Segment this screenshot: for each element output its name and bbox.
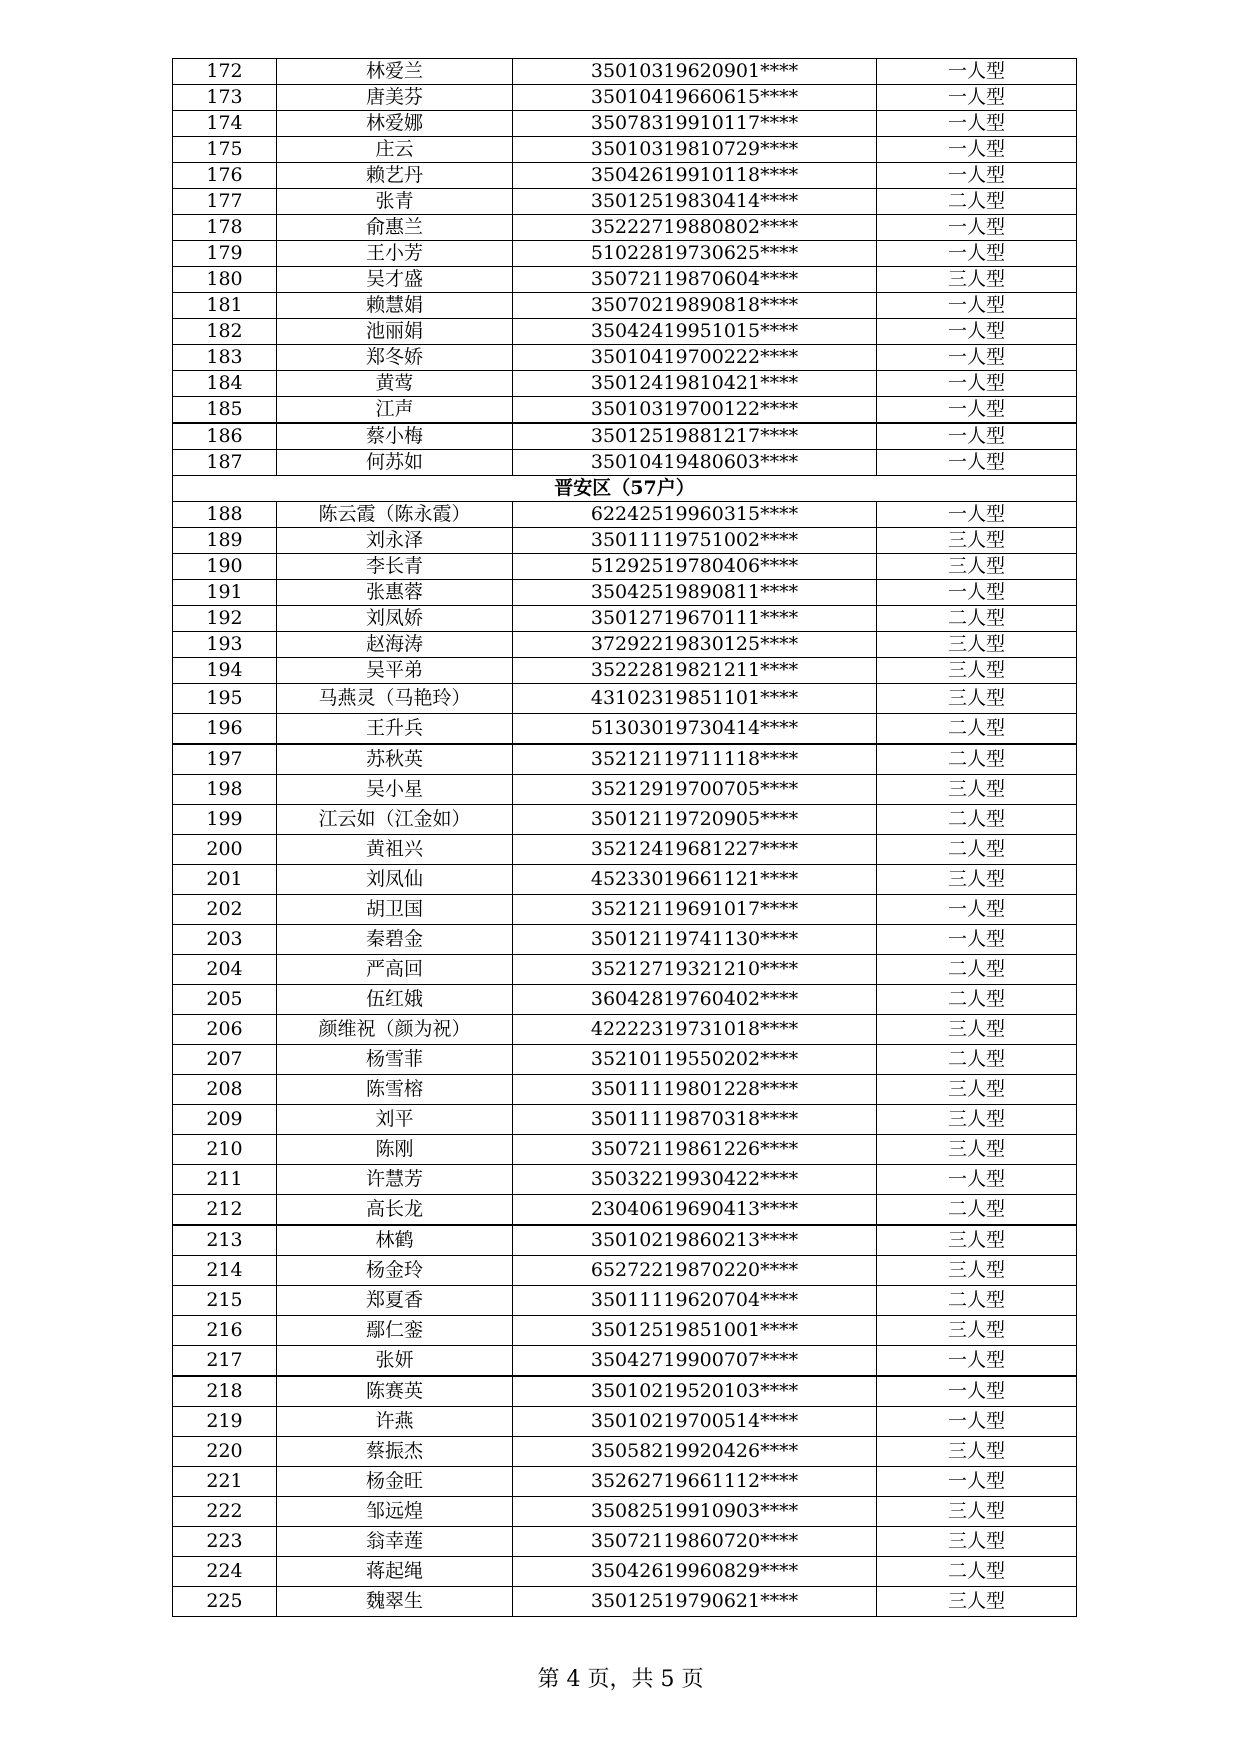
row-number: 199 [173,805,277,835]
table-row [173,1497,1077,1527]
table-row [173,606,1077,632]
table-row [173,85,1077,111]
row-number: 188 [173,502,277,528]
table-row [173,1437,1077,1467]
table-row [173,189,1077,215]
row-number: 175 [173,137,277,163]
household-name: 许燕 [277,1407,513,1437]
household-name: 池丽娟 [277,319,513,345]
id-number: 45233019661121**** [513,865,877,895]
id-number: 35011119620704**** [513,1286,877,1316]
household-type: 二人型 [877,835,1077,865]
id-number: 35012419810421**** [513,371,877,397]
household-type: 一人型 [877,371,1077,397]
household-type: 一人型 [877,925,1077,955]
id-number: 35032219930422**** [513,1165,877,1195]
table-row [173,775,1077,805]
household-name: 刘平 [277,1105,513,1135]
table-row [173,345,1077,371]
household-type: 二人型 [877,606,1077,632]
household-type: 三人型 [877,1015,1077,1045]
household-type: 一人型 [877,85,1077,111]
id-number: 62242519960315**** [513,502,877,528]
household-name: 赖艺丹 [277,163,513,189]
household-type: 三人型 [877,1497,1077,1527]
id-number: 35210119550202**** [513,1045,877,1075]
table-row [173,267,1077,293]
row-number: 198 [173,775,277,805]
id-number: 35212719321210**** [513,955,877,985]
row-number: 196 [173,714,277,745]
household-name: 马燕灵（马艳玲） [277,684,513,714]
id-number: 35072119860720**** [513,1527,877,1557]
table-row [173,865,1077,895]
id-number: 35011119870318**** [513,1105,877,1135]
table-row [173,955,1077,985]
household-name: 吴小星 [277,775,513,805]
row-number: 172 [173,59,277,85]
row-number: 209 [173,1105,277,1135]
row-number: 217 [173,1346,277,1377]
household-type: 三人型 [877,1135,1077,1165]
section-header-row [173,476,1077,502]
id-number: 35262719661112**** [513,1467,877,1497]
row-number: 211 [173,1165,277,1195]
household-name: 吴平弟 [277,658,513,684]
household-type: 三人型 [877,1437,1077,1467]
household-type: 二人型 [877,985,1077,1015]
row-number: 200 [173,835,277,865]
row-number: 216 [173,1316,277,1346]
id-number: 35012519790621**** [513,1587,877,1617]
household-name: 许慧芳 [277,1165,513,1195]
household-name: 陈云霞（陈永霞） [277,502,513,528]
id-number: 35012119741130**** [513,925,877,955]
table-row [173,1225,1077,1256]
household-type: 二人型 [877,805,1077,835]
table-row [173,215,1077,241]
row-number: 192 [173,606,277,632]
household-name: 吴才盛 [277,267,513,293]
id-number: 35010219860213**** [513,1225,877,1256]
row-number: 208 [173,1075,277,1105]
household-name: 鄢仁銮 [277,1316,513,1346]
household-name: 庄云 [277,137,513,163]
household-type: 二人型 [877,1286,1077,1316]
household-name: 刘永泽 [277,528,513,554]
household-name: 陈刚 [277,1135,513,1165]
id-number: 35012519881217**** [513,423,877,450]
household-type: 三人型 [877,658,1077,684]
table-row [173,111,1077,137]
household-type: 一人型 [877,111,1077,137]
household-type: 一人型 [877,163,1077,189]
household-name: 严高回 [277,955,513,985]
id-number: 35212119691017**** [513,895,877,925]
table-row [173,1527,1077,1557]
household-name: 张妍 [277,1346,513,1377]
id-number: 35072119861226**** [513,1135,877,1165]
row-number: 187 [173,450,277,476]
table-row [173,895,1077,925]
household-type: 二人型 [877,1195,1077,1226]
table-row [173,1407,1077,1437]
row-number: 220 [173,1437,277,1467]
household-type: 一人型 [877,580,1077,606]
row-number: 195 [173,684,277,714]
household-name: 赵海涛 [277,632,513,658]
id-number: 35010419660615**** [513,85,877,111]
table-row [173,744,1077,775]
household-type: 二人型 [877,1557,1077,1587]
household-name: 林爱娜 [277,111,513,137]
household-name: 何苏如 [277,450,513,476]
table-row [173,1015,1077,1045]
row-number: 176 [173,163,277,189]
table-row [173,1587,1077,1617]
row-number: 222 [173,1497,277,1527]
row-number: 215 [173,1286,277,1316]
id-number: 35011119751002**** [513,528,877,554]
household-name: 陈雪榕 [277,1075,513,1105]
household-name: 陈赛英 [277,1376,513,1407]
household-type: 一人型 [877,1346,1077,1377]
id-number: 35012719670111**** [513,606,877,632]
table-row [173,371,1077,397]
table-row [173,1165,1077,1195]
household-type: 三人型 [877,267,1077,293]
table-row [173,684,1077,714]
household-name: 刘凤娇 [277,606,513,632]
household-type: 三人型 [877,775,1077,805]
household-type: 一人型 [877,137,1077,163]
section-title: 晋安区（57户） [173,476,1077,502]
household-name: 杨雪菲 [277,1045,513,1075]
id-number: 36042819760402**** [513,985,877,1015]
id-number: 35212119711118**** [513,744,877,775]
id-number: 43102319851101**** [513,684,877,714]
household-type: 三人型 [877,528,1077,554]
table-row [173,835,1077,865]
household-name: 林爱兰 [277,59,513,85]
row-number: 185 [173,397,277,424]
id-number: 35010319700122**** [513,397,877,424]
household-table [172,58,1077,1617]
id-number: 35222719880802**** [513,215,877,241]
table-row [173,1346,1077,1377]
household-name: 蔡小梅 [277,423,513,450]
household-type: 二人型 [877,955,1077,985]
household-name: 林鹤 [277,1225,513,1256]
table-row [173,137,1077,163]
id-number: 35042619960829**** [513,1557,877,1587]
household-name: 江云如（江金如） [277,805,513,835]
household-name: 颜维祝（颜为祝） [277,1015,513,1045]
id-number: 35010319810729**** [513,137,877,163]
row-number: 194 [173,658,277,684]
table-row [173,450,1077,476]
table-row [173,1075,1077,1105]
row-number: 177 [173,189,277,215]
household-name: 秦碧金 [277,925,513,955]
row-number: 186 [173,423,277,450]
household-name: 江声 [277,397,513,424]
table-row [173,502,1077,528]
household-name: 翁幸莲 [277,1527,513,1557]
id-number: 51022819730625**** [513,241,877,267]
table-row [173,163,1077,189]
table-row [173,423,1077,450]
household-name: 胡卫国 [277,895,513,925]
id-number: 35042719900707**** [513,1346,877,1377]
household-type: 三人型 [877,684,1077,714]
household-type: 三人型 [877,1225,1077,1256]
row-number: 180 [173,267,277,293]
id-number: 35010419700222**** [513,345,877,371]
household-type: 一人型 [877,241,1077,267]
row-number: 203 [173,925,277,955]
row-number: 183 [173,345,277,371]
id-number: 35042619910118**** [513,163,877,189]
household-name: 杨金玲 [277,1256,513,1286]
household-type: 一人型 [877,502,1077,528]
table-row [173,1045,1077,1075]
household-type: 一人型 [877,1165,1077,1195]
table-row [173,714,1077,745]
household-name: 郑冬娇 [277,345,513,371]
household-name: 李长青 [277,554,513,580]
household-name: 蒋起绳 [277,1557,513,1587]
row-number: 173 [173,85,277,111]
id-number: 35010219700514**** [513,1407,877,1437]
id-number: 35212419681227**** [513,835,877,865]
household-type: 三人型 [877,1316,1077,1346]
table-row [173,554,1077,580]
id-number: 37292219830125**** [513,632,877,658]
id-number: 35082519910903**** [513,1497,877,1527]
table-row [173,1105,1077,1135]
table-row [173,658,1077,684]
household-type: 二人型 [877,189,1077,215]
id-number: 35010219520103**** [513,1376,877,1407]
row-number: 193 [173,632,277,658]
table-row [173,1376,1077,1407]
id-number: 35010319620901**** [513,59,877,85]
table-row [173,925,1077,955]
household-type: 三人型 [877,1527,1077,1557]
household-name: 王升兵 [277,714,513,745]
household-type: 一人型 [877,319,1077,345]
row-number: 182 [173,319,277,345]
table-row [173,528,1077,554]
table-row [173,1316,1077,1346]
household-name: 邹远煌 [277,1497,513,1527]
row-number: 190 [173,554,277,580]
id-number: 35010419480603**** [513,450,877,476]
id-number: 23040619690413**** [513,1195,877,1226]
row-number: 224 [173,1557,277,1587]
row-number: 213 [173,1225,277,1256]
household-name: 苏秋英 [277,744,513,775]
id-number: 35042419951015**** [513,319,877,345]
household-name: 刘凤仙 [277,865,513,895]
household-name: 魏翠生 [277,1587,513,1617]
household-type: 二人型 [877,744,1077,775]
row-number: 207 [173,1045,277,1075]
id-number: 65272219870220**** [513,1256,877,1286]
row-number: 197 [173,744,277,775]
row-number: 223 [173,1527,277,1557]
household-type: 二人型 [877,714,1077,745]
household-name: 蔡振杰 [277,1437,513,1467]
table-row [173,985,1077,1015]
table-row [173,1467,1077,1497]
row-number: 179 [173,241,277,267]
table-row [173,805,1077,835]
row-number: 184 [173,371,277,397]
household-type: 一人型 [877,59,1077,85]
household-name: 唐美芬 [277,85,513,111]
household-type: 一人型 [877,450,1077,476]
household-name: 伍红娥 [277,985,513,1015]
household-table-body [173,59,1077,1617]
row-number: 210 [173,1135,277,1165]
household-type: 一人型 [877,215,1077,241]
household-type: 三人型 [877,1256,1077,1286]
table-row [173,293,1077,319]
household-type: 三人型 [877,1075,1077,1105]
table-row [173,1256,1077,1286]
table-row [173,1135,1077,1165]
row-number: 201 [173,865,277,895]
household-name: 郑夏香 [277,1286,513,1316]
household-type: 三人型 [877,865,1077,895]
household-name: 张惠蓉 [277,580,513,606]
table-row [173,1286,1077,1316]
household-name: 黄祖兴 [277,835,513,865]
household-type: 一人型 [877,1467,1077,1497]
household-type: 三人型 [877,1105,1077,1135]
id-number: 35072119870604**** [513,267,877,293]
row-number: 178 [173,215,277,241]
row-number: 214 [173,1256,277,1286]
row-number: 221 [173,1467,277,1497]
id-number: 42222319731018**** [513,1015,877,1045]
household-type: 一人型 [877,345,1077,371]
table-row [173,1195,1077,1226]
row-number: 204 [173,955,277,985]
row-number: 174 [173,111,277,137]
id-number: 51292519780406**** [513,554,877,580]
household-type: 二人型 [877,1045,1077,1075]
household-name: 黄莺 [277,371,513,397]
row-number: 181 [173,293,277,319]
id-number: 35212919700705**** [513,775,877,805]
row-number: 212 [173,1195,277,1226]
household-type: 一人型 [877,397,1077,424]
household-type: 三人型 [877,632,1077,658]
household-type: 一人型 [877,423,1077,450]
row-number: 191 [173,580,277,606]
id-number: 35070219890818**** [513,293,877,319]
household-type: 三人型 [877,1587,1077,1617]
household-name: 杨金旺 [277,1467,513,1497]
row-number: 206 [173,1015,277,1045]
table-row [173,632,1077,658]
row-number: 225 [173,1587,277,1617]
row-number: 219 [173,1407,277,1437]
household-type: 一人型 [877,293,1077,319]
id-number: 35058219920426**** [513,1437,877,1467]
household-name: 张青 [277,189,513,215]
household-name: 赖慧娟 [277,293,513,319]
table-row [173,241,1077,267]
table-row [173,397,1077,424]
id-number: 35011119801228**** [513,1075,877,1105]
household-type: 一人型 [877,895,1077,925]
household-name: 高长龙 [277,1195,513,1226]
id-number: 35078319910117**** [513,111,877,137]
id-number: 35222819821211**** [513,658,877,684]
table-row [173,1557,1077,1587]
id-number: 35012519851001**** [513,1316,877,1346]
page-footer: 第 4 页，共 5 页 [537,1667,704,1692]
household-name: 俞惠兰 [277,215,513,241]
table-row [173,319,1077,345]
table-row [173,59,1077,85]
household-type: 三人型 [877,554,1077,580]
household-type: 一人型 [877,1376,1077,1407]
id-number: 35042519890811**** [513,580,877,606]
row-number: 218 [173,1376,277,1407]
table-row [173,580,1077,606]
id-number: 35012519830414**** [513,189,877,215]
household-type: 一人型 [877,1407,1077,1437]
row-number: 202 [173,895,277,925]
id-number: 51303019730414**** [513,714,877,745]
id-number: 35012119720905**** [513,805,877,835]
row-number: 205 [173,985,277,1015]
household-name: 王小芳 [277,241,513,267]
row-number: 189 [173,528,277,554]
